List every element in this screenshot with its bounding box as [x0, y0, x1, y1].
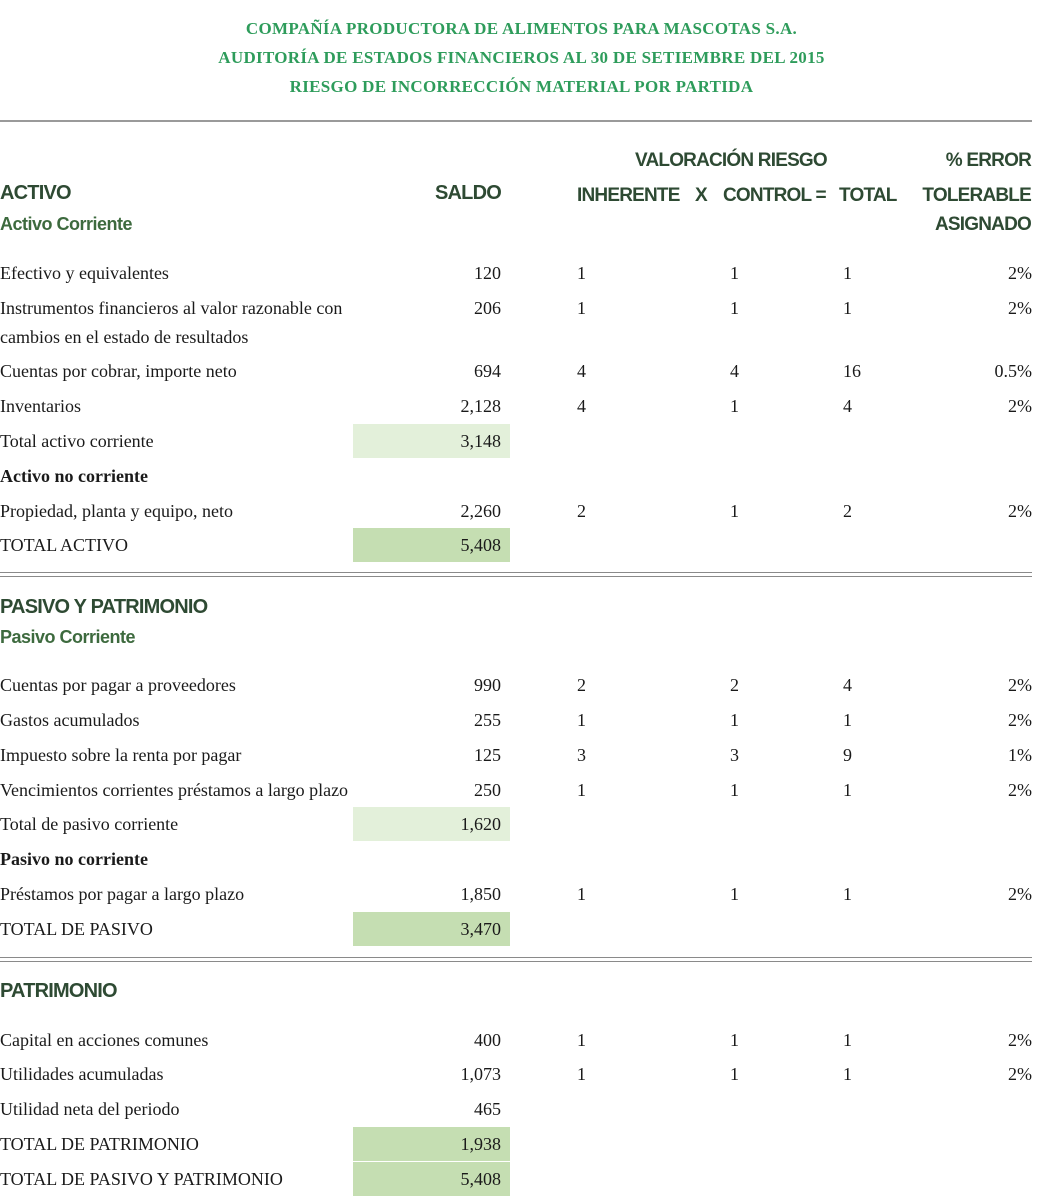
row-saldo: 206 — [474, 298, 501, 318]
pasivo-no-corriente-label: Pasivo no corriente — [0, 849, 148, 869]
row-saldo: 125 — [474, 745, 501, 765]
header-rule — [0, 120, 1032, 122]
row-error: 0.5% — [994, 361, 1032, 381]
table-row — [0, 705, 1043, 735]
row-total: 1 — [843, 298, 852, 318]
row-total: 4 — [843, 675, 852, 695]
row-label: TOTAL DE PASIVO Y PATRIMONIO — [0, 1169, 283, 1189]
x-header: X — [695, 185, 707, 206]
row-total: 1 — [843, 1064, 852, 1084]
row-label: Total de pasivo corriente — [0, 814, 179, 834]
row-control: 1 — [730, 501, 739, 521]
row-control: 1 — [730, 780, 739, 800]
grand-total-row — [0, 1164, 1043, 1194]
row-inherente: 1 — [577, 1030, 586, 1050]
report-title-company: COMPAÑÍA PRODUCTORA DE ALIMENTOS PARA MASCOTAS S.A. — [245, 19, 798, 38]
row-inherente: 2 — [577, 675, 586, 695]
subtotal-row — [0, 809, 1043, 839]
row-error: 2% — [1008, 710, 1032, 730]
row-label: TOTAL DE PASIVO — [0, 919, 153, 939]
inherente-header: INHERENTE — [577, 185, 680, 206]
row-saldo: 1,938 — [460, 1134, 501, 1154]
table-row — [0, 1025, 1043, 1055]
row-label: Inventarios — [0, 396, 81, 416]
row-label: Propiedad, planta y equipo, neto — [0, 501, 233, 521]
row-label: Vencimientos corrientes préstamos a largo plazo — [0, 780, 349, 800]
table-row — [0, 258, 1043, 288]
row-label: Cuentas por cobrar, importe neto — [0, 361, 237, 381]
row-control: 1 — [730, 298, 739, 318]
row-saldo: 2,128 — [460, 396, 501, 416]
row-saldo: 3,470 — [460, 919, 501, 939]
error-header-line1: % ERROR — [945, 150, 1031, 171]
error-header-line2: TOLERABLE — [922, 185, 1031, 206]
row-error: 2% — [1008, 263, 1032, 283]
row-label: Gastos acumulados — [0, 710, 140, 730]
row-error: 2% — [1008, 884, 1032, 904]
row-saldo: 255 — [474, 710, 501, 730]
patrimonio-heading: PATRIMONIO — [0, 980, 117, 1002]
row-saldo: 1,620 — [460, 814, 501, 834]
row-label: Capital en acciones comunes — [0, 1030, 209, 1050]
row-error: 2% — [1008, 396, 1032, 416]
table-row — [0, 775, 1043, 805]
row-control: 3 — [730, 745, 739, 765]
row-total: 2 — [843, 501, 852, 521]
section-label-row — [0, 461, 1043, 491]
pasivo-patrimonio-heading: PASIVO Y PATRIMONIO — [0, 596, 208, 618]
row-saldo: 990 — [474, 675, 501, 695]
saldo-header: SALDO — [434, 182, 501, 204]
row-saldo: 250 — [474, 780, 501, 800]
table-row — [0, 740, 1043, 770]
row-saldo: 2,260 — [460, 501, 501, 521]
activo-heading: ACTIVO — [0, 182, 71, 204]
row-label: TOTAL ACTIVO — [0, 535, 129, 555]
table-row — [0, 496, 1043, 526]
row-total: 16 — [843, 361, 861, 381]
row-error: 1% — [1008, 745, 1032, 765]
row-error: 2% — [1008, 298, 1032, 318]
row-control: 1 — [730, 263, 739, 283]
section-divider — [0, 957, 1032, 962]
row-error: 2% — [1008, 675, 1032, 695]
row-total: 4 — [843, 396, 852, 416]
row-saldo: 1,850 — [460, 884, 501, 904]
row-total: 1 — [843, 710, 852, 730]
row-inherente: 1 — [577, 710, 586, 730]
row-label-line1: Instrumentos financieros al valor razonable con — [0, 298, 343, 318]
control-header: CONTROL = — [723, 185, 826, 206]
activo-corriente-heading: Activo Corriente — [0, 214, 133, 234]
row-control: 1 — [730, 1030, 739, 1050]
row-inherente: 4 — [577, 361, 586, 381]
row-total: 1 — [843, 263, 852, 283]
pasivo-corriente-heading: Pasivo Corriente — [0, 627, 136, 647]
row-label: Efectivo y equivalentes — [0, 263, 169, 283]
row-control: 1 — [730, 396, 739, 416]
row-inherente: 1 — [577, 884, 586, 904]
total-row — [0, 1129, 1043, 1159]
row-saldo: 3,148 — [460, 431, 501, 451]
row-label: Total activo corriente — [0, 431, 154, 451]
row-label: Cuentas por pagar a proveedores — [0, 675, 236, 695]
table-row — [0, 879, 1043, 909]
error-header-line3: ASIGNADO — [935, 214, 1031, 235]
table-row — [0, 1094, 1043, 1124]
row-inherente: 4 — [577, 396, 586, 416]
row-inherente: 1 — [577, 780, 586, 800]
row-saldo: 400 — [474, 1030, 501, 1050]
row-error: 2% — [1008, 1030, 1032, 1050]
row-total: 1 — [843, 1030, 852, 1050]
total-row — [0, 530, 1043, 560]
section-divider — [0, 572, 1032, 577]
row-total: 1 — [843, 780, 852, 800]
total-header: TOTAL — [839, 185, 897, 206]
row-label: Utilidad neta del periodo — [0, 1099, 180, 1119]
row-control: 1 — [730, 710, 739, 730]
row-label: Impuesto sobre la renta por pagar — [0, 745, 242, 765]
row-inherente: 3 — [577, 745, 586, 765]
row-error: 2% — [1008, 780, 1032, 800]
table-row — [0, 391, 1043, 421]
row-control: 1 — [730, 1064, 739, 1084]
row-total: 1 — [843, 884, 852, 904]
row-label-line2: cambios en el estado de resultados — [0, 327, 249, 347]
row-inherente: 1 — [577, 263, 586, 283]
report-title-subject: RIESGO DE INCORRECCIÓN MATERIAL POR PARTIDA — [289, 77, 754, 96]
activo-no-corriente-label: Activo no corriente — [0, 466, 148, 486]
row-saldo: 120 — [474, 263, 501, 283]
row-label: Préstamos por pagar a largo plazo — [0, 884, 245, 904]
table-row — [0, 293, 1043, 347]
row-error: 2% — [1008, 1064, 1032, 1084]
table-row — [0, 670, 1043, 700]
row-control: 2 — [730, 675, 739, 695]
row-inherente: 2 — [577, 501, 586, 521]
total-row — [0, 914, 1043, 944]
subtotal-row — [0, 426, 1043, 456]
row-saldo: 5,408 — [460, 1169, 501, 1189]
row-total: 9 — [843, 745, 852, 765]
table-row — [0, 1059, 1043, 1089]
row-inherente: 1 — [577, 1064, 586, 1084]
section-label-row — [0, 844, 1043, 874]
valoracion-riesgo-header: VALORACIÓN RIESGO — [635, 150, 827, 171]
row-control: 4 — [730, 361, 739, 381]
row-saldo: 5,408 — [460, 535, 501, 555]
row-error: 2% — [1008, 501, 1032, 521]
row-inherente: 1 — [577, 298, 586, 318]
row-label: Utilidades acumuladas — [0, 1064, 164, 1084]
row-saldo: 1,073 — [460, 1064, 501, 1084]
row-saldo: 694 — [474, 361, 501, 381]
report-title-audit: AUDITORÍA DE ESTADOS FINANCIEROS AL 30 DE SETIEMBRE DEL 2015 — [218, 48, 825, 67]
table-row — [0, 356, 1043, 386]
row-label: TOTAL DE PATRIMONIO — [0, 1134, 199, 1154]
row-saldo: 465 — [474, 1099, 501, 1119]
row-control: 1 — [730, 884, 739, 904]
